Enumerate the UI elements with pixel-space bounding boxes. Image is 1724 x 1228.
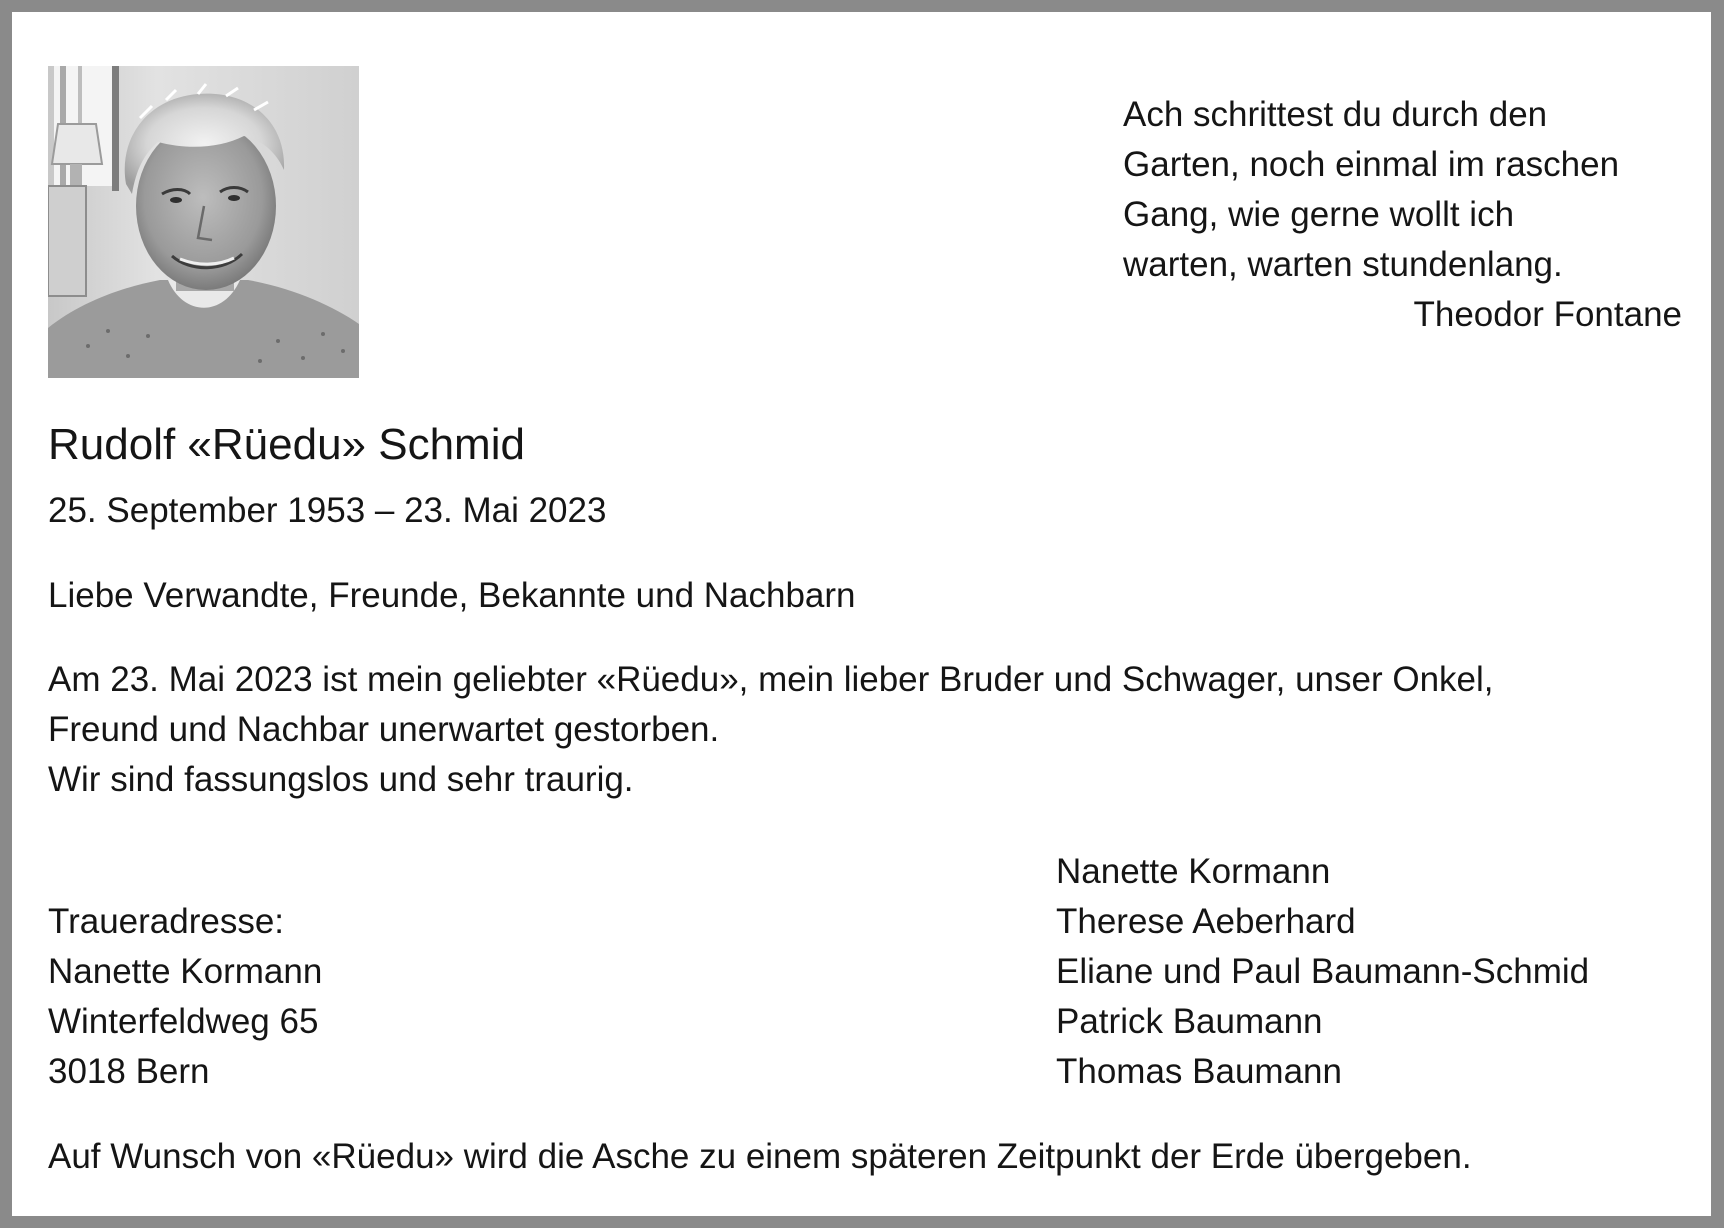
mourner-name: Nanette Kormann: [1056, 852, 1331, 891]
mourner-name: Thomas Baumann: [1056, 1052, 1342, 1091]
deceased-name: Rudolf «Rüedu» Schmid: [48, 420, 525, 469]
message-line: Wir sind fassungslos und sehr traurig.: [48, 760, 634, 799]
address-street: Winterfeldweg 65: [48, 1002, 319, 1041]
obituary-content: [12, 12, 1711, 1216]
quote-line: Garten, noch einmal im raschen: [1123, 145, 1620, 184]
quote-line: Ach schrittest du durch den: [1123, 95, 1548, 134]
address-label: Traueradresse:: [48, 902, 285, 941]
quote-line: warten, warten stundenlang.: [1123, 245, 1563, 284]
mourner-name: Therese Aeberhard: [1056, 902, 1356, 941]
footer-note: Auf Wunsch von «Rüedu» wird die Asche zu einem späteren Zeitpunkt der Erde übergeben.: [48, 1137, 1472, 1176]
message-line: Freund und Nachbar unerwartet gestorben.: [48, 710, 720, 749]
portrait-photo: [48, 66, 359, 378]
mourner-name: Eliane und Paul Baumann-Schmid: [1056, 952, 1590, 991]
address-city: 3018 Bern: [48, 1052, 210, 1091]
quote-author: Theodor Fontane: [1413, 295, 1682, 334]
poem-quote: [1123, 90, 1703, 340]
mourner-name: Patrick Baumann: [1056, 1002, 1323, 1041]
message-line: Am 23. Mai 2023 ist mein geliebter «Rüedu», mein lieber Bruder und Schwager, unser Onkel,: [48, 660, 1494, 699]
quote-line: Gang, wie gerne wollt ich: [1123, 195, 1515, 234]
announcement-message: [48, 655, 1494, 805]
address-name: Nanette Kormann: [48, 952, 323, 991]
greeting: Liebe Verwandte, Freunde, Bekannte und Nachbarn: [48, 576, 856, 615]
mourners-list: [1056, 847, 1589, 1097]
portrait-image: [48, 66, 359, 378]
life-dates: 25. September 1953 – 23. Mai 2023: [48, 491, 607, 530]
mourning-address: [48, 897, 322, 1097]
